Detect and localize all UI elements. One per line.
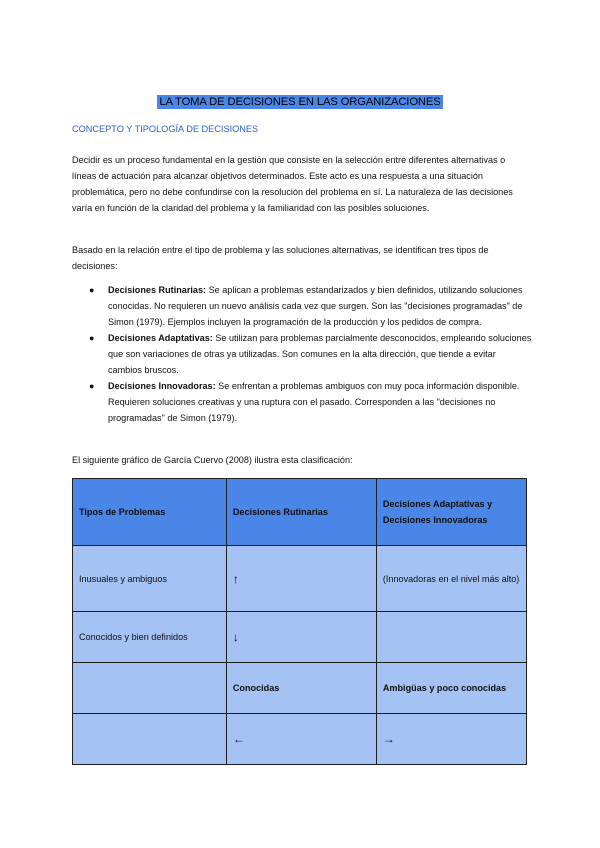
table-header-cell: Decisiones Rutinarias — [226, 479, 376, 546]
table-cell: Conocidas — [226, 663, 376, 714]
classification-table — [72, 478, 527, 765]
table-cell: Ambigüas y poco conocidas — [376, 663, 526, 714]
bullet-icon: ● — [89, 381, 95, 391]
table-header-row — [73, 479, 527, 546]
bullet-icon: ● — [89, 285, 95, 295]
up-arrow-icon: ↑ — [226, 546, 376, 612]
bullet-icon: ● — [89, 333, 95, 343]
right-arrow-icon: → — [376, 714, 526, 765]
left-arrow-icon: ← — [226, 714, 376, 765]
intro-paragraph: Decidir es un proceso fundamental en la gestión que consiste en la selección entre diferentes alternativas o líneas de actuación para alcanzar objetivos determinados. Este acto es una respuesta a una situación problemática, pero no debe confundirse con la resolución del problema en sí. La naturaleza de las decisiones varía en función de la claridad del problema y la familiaridad con las posibles soluciones. — [72, 155, 513, 213]
table-cell — [73, 714, 227, 765]
table-row — [73, 546, 527, 612]
table-row — [73, 612, 527, 663]
bullet-term: Decisiones Adaptativas: — [108, 333, 213, 343]
document-title: LA TOMA DE DECISIONES EN LAS ORGANIZACIONES — [159, 96, 441, 108]
bullet-text: Se utilizan para problemas parcialmente desconocidos, empleando soluciones que son variaciones de otras ya utilizadas. Son comunes en la alta dirección, que tiende a evitar cambios bruscos. — [108, 333, 532, 375]
table-header-cell: Tipos de Problemas — [73, 479, 227, 546]
list-item — [72, 330, 532, 378]
decision-types-list — [72, 282, 532, 426]
section-subtitle: CONCEPTO Y TIPOLOGÍA DE DECISIONES — [72, 124, 259, 134]
table-row — [73, 714, 527, 765]
table-cell — [73, 663, 227, 714]
list-item — [72, 378, 532, 426]
down-arrow-icon: ↓ — [226, 612, 376, 663]
table-header-cell: Decisiones Adaptativas y Decisiones Innovadoras — [376, 479, 526, 546]
table-cell: Inusuales y ambiguos — [73, 546, 227, 612]
table-cell: Conocidos y bien definidos — [73, 612, 227, 663]
title-container — [0, 92, 600, 110]
table-cell: (Innovadoras en el nivel más alto) — [376, 546, 526, 612]
table-cell — [376, 612, 526, 663]
bullet-term: Decisiones Rutinarias: — [108, 285, 207, 295]
bullet-term: Decisiones Innovadoras: — [108, 381, 216, 391]
list-item — [72, 282, 532, 330]
figure-intro-paragraph: El siguiente gráfico de García Cuervo (2008) ilustra esta clasificación: — [72, 455, 353, 465]
types-intro-paragraph: Basado en la relación entre el tipo de problema y las soluciones alternativas, se identifican tres tipos de decisiones: — [72, 245, 489, 271]
bullet-text: Se enfrentan a problemas ambiguos con muy poca información disponible. Requieren soluciones creativas y una ruptura con el pasado. Corresponden a las "decisiones no programadas" de Simon (1979). — [108, 381, 520, 423]
table-row — [73, 663, 527, 714]
bullet-text: Se aplican a problemas estandarizados y bien definidos, utilizando soluciones conocidas. No requieren un nuevo análisis cada vez que surgen. Son las "decisiones programadas" de Simon (1979). Ejemplos incluyen la programación de la producción y los pedidos de compra. — [108, 285, 523, 327]
